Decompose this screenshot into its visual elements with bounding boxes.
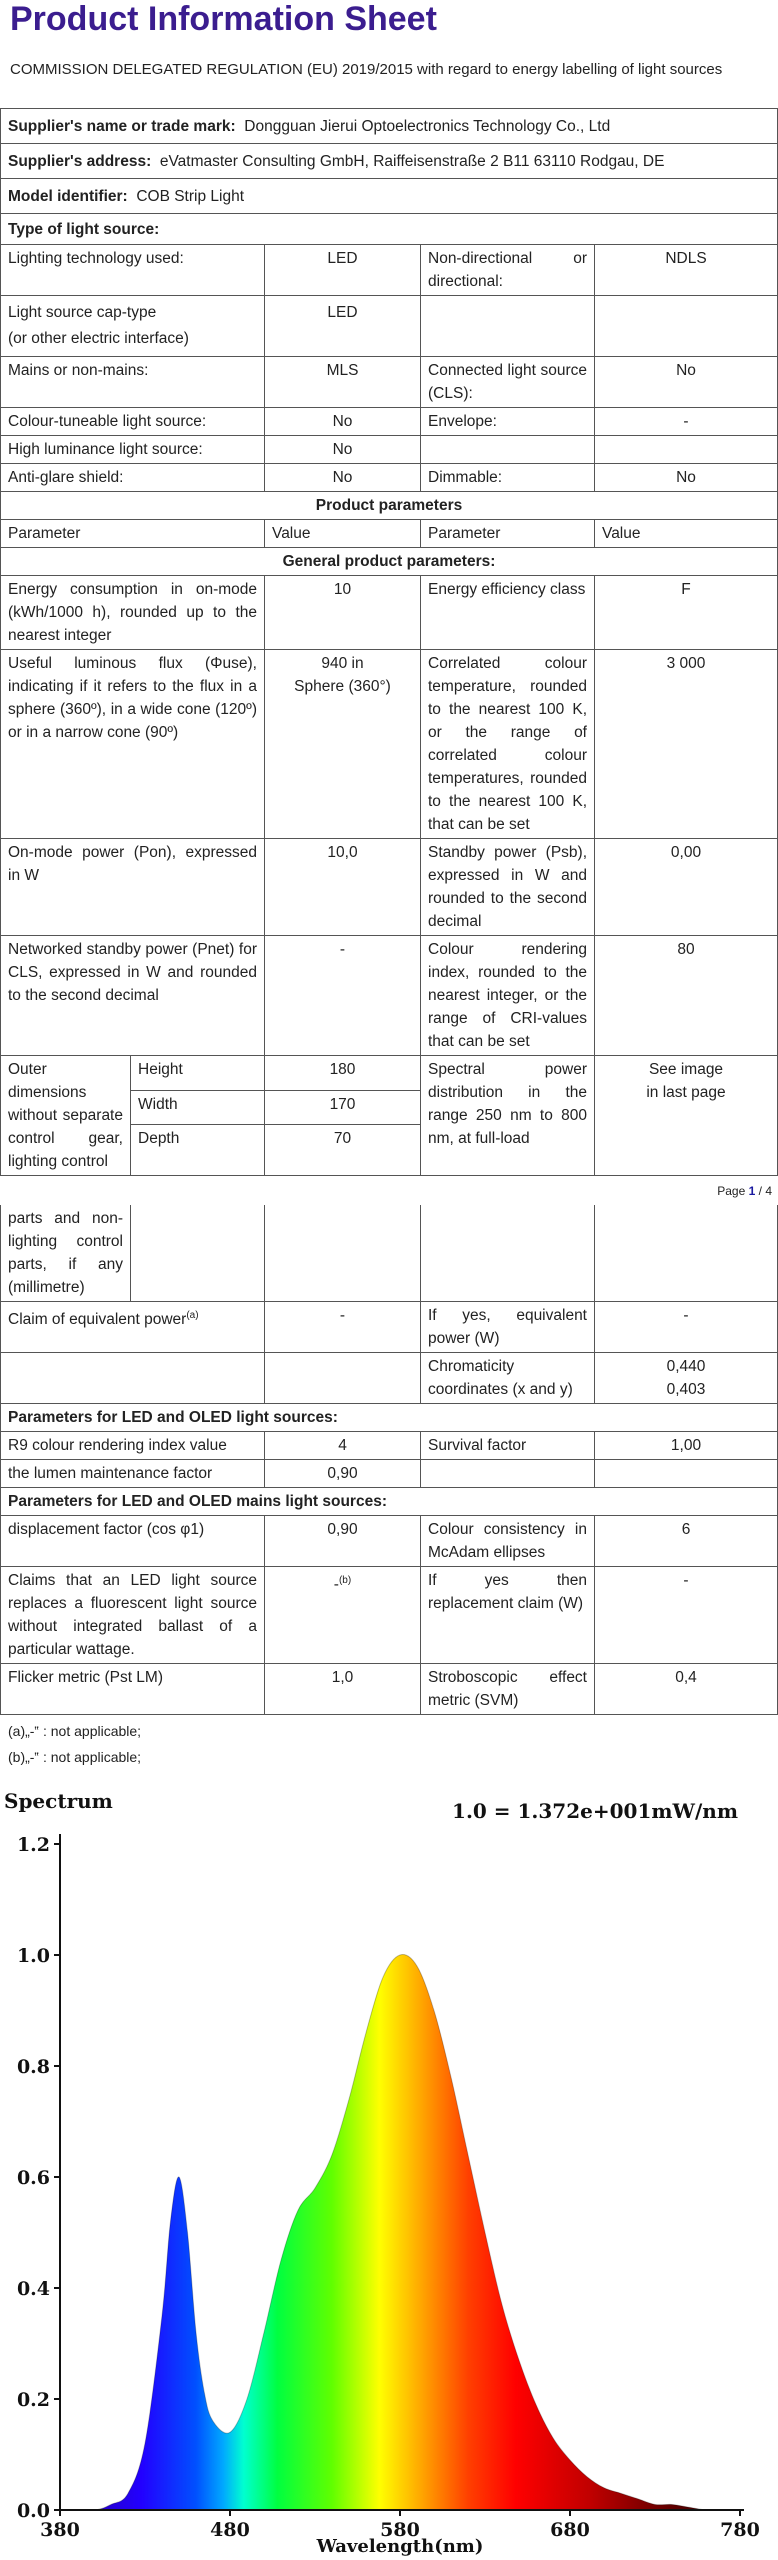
product-params-heading: Product parameters <box>1 492 778 520</box>
depth-label: Depth <box>131 1125 265 1176</box>
outer-dims-label-a: Outer dimensions without separate control gear, lighting control <box>1 1056 131 1176</box>
onpower-label: On-mode power (Pon), expressed in W <box>1 839 265 936</box>
survival-label: Survival factor <box>421 1432 595 1460</box>
flux-value-2: Sphere (360°) <box>294 678 391 695</box>
antiglare-row <box>1 464 778 492</box>
equiv-claim-label: Claim of equivalent power <box>8 1311 187 1329</box>
directional-label: Non-directional or directional: <box>421 245 595 296</box>
product-params-heading-row <box>1 492 778 520</box>
fluor-value: - <box>333 1576 339 1594</box>
spd-value-1: See image <box>648 1061 724 1078</box>
lighting-tech-label: Lighting technology used: <box>1 245 265 296</box>
model-value: COB Strip Light <box>136 188 245 205</box>
envelope-label: Envelope: <box>421 408 595 436</box>
col-value-2: Value <box>595 520 778 548</box>
chroma-x: 0,440 <box>666 1358 706 1375</box>
equiv-power-value: - <box>595 1302 778 1353</box>
lumen-maint-row <box>1 1460 778 1488</box>
r9-row <box>1 1432 778 1460</box>
cap-type-label-2: (or other electric interface) <box>8 330 189 347</box>
cls-label: Connected light source (CLS): <box>421 357 595 408</box>
energy-row <box>1 576 778 650</box>
equiv-claim-row <box>1 1302 778 1353</box>
lumen-maint-value: 0,90 <box>265 1460 421 1488</box>
spd-value-2: in last page <box>646 1084 726 1101</box>
supplier-name-row <box>1 109 778 144</box>
dimmable-label: Dimmable: <box>421 464 595 492</box>
model-row <box>1 179 778 214</box>
flux-label: Useful luminous flux (Φuse), indicating if it refers to the flux in a sphere (360º), in a wide cone (120º) or in a narrow cone (90º) <box>1 650 265 839</box>
y-tick-label: 0.0 <box>16 2500 50 2522</box>
supplier-address-row <box>1 144 778 179</box>
onpower-value: 10,0 <box>265 839 421 936</box>
supplier-name-label: Supplier's name or trade mark: <box>8 118 236 135</box>
high-lum-label: High luminance light source: <box>1 436 265 464</box>
energy-value: 10 <box>265 576 421 650</box>
mains-value: MLS <box>265 357 421 408</box>
supplier-address-value: eVatmaster Consulting GmbH, Raiffeisenstraße 2 B11 63110 Rodgau, DE <box>159 153 665 170</box>
info-table-page1 <box>0 108 778 1176</box>
footnote-b: (b)„-‟ : not applicable; <box>8 1749 142 1765</box>
depth-value: 70 <box>265 1125 421 1176</box>
antiglare-label: Anti-glare shield: <box>1 464 265 492</box>
consistency-label: Colour consistency in McAdam ellipses <box>421 1516 595 1567</box>
netstandby-row <box>1 936 778 1056</box>
led-mains-heading: Parameters for LED and OLED mains light sources: <box>1 1488 778 1516</box>
replace-label: If yes then replacement claim (W) <box>421 1567 595 1664</box>
type-heading-row <box>1 214 778 245</box>
footnote-a: (a)„-‟ : not applicable; <box>8 1723 142 1739</box>
x-tick-label: 580 <box>380 2519 420 2541</box>
flux-row <box>1 650 778 839</box>
x-tick-label: 380 <box>40 2519 80 2541</box>
lighting-tech-row <box>1 245 778 296</box>
flux-value-1: 940 in <box>321 655 364 672</box>
led-mains-heading-row <box>1 1488 778 1516</box>
fluor-sup: (b) <box>338 1575 352 1586</box>
y-tick-label: 1.0 <box>16 1945 50 1967</box>
lighting-tech-value: LED <box>265 245 421 296</box>
survival-value: 1,00 <box>595 1432 778 1460</box>
fluor-row <box>1 1567 778 1664</box>
y-tick-label: 0.4 <box>16 2278 50 2300</box>
x-tick-label: 780 <box>720 2519 760 2541</box>
standby-label: Standby power (Psb), expressed in W and rounded to the second decimal <box>421 839 595 936</box>
cap-type-value: LED <box>265 296 421 357</box>
cri-label: Colour rendering index, rounded to the nearest integer, or the range of CRI-values that can be set <box>421 936 595 1056</box>
y-tick-label: 0.8 <box>16 2056 50 2078</box>
netstandby-label: Networked standby power (Pnet) for CLS, expressed in W and rounded to the second decimal <box>1 936 265 1056</box>
tuneable-row <box>1 408 778 436</box>
svm-label: Stroboscopic effect metric (SVM) <box>421 1664 595 1715</box>
cct-label: Correlated colour temperature, rounded to the nearest 100 K, or the range of correlated colour temperatures, rounded to the nearest 100 K, that can be set <box>421 650 595 839</box>
fluor-label: Claims that an LED light source replaces a fluorescent light source without integrated ballast of a particular wattage. <box>1 1567 265 1664</box>
envelope-value: - <box>595 408 778 436</box>
model-label: Model identifier: <box>8 188 128 205</box>
tuneable-value: No <box>265 408 421 436</box>
flicker-row <box>1 1664 778 1715</box>
y-tick-label: 1.2 <box>16 1834 50 1856</box>
page-title: Product Information Sheet <box>10 0 437 38</box>
supplier-address-label: Supplier's address: <box>8 153 152 170</box>
tuneable-label: Colour-tuneable light source: <box>1 408 265 436</box>
cap-type-row <box>1 296 778 357</box>
mains-label: Mains or non-mains: <box>1 357 265 408</box>
high-lum-value: No <box>265 436 421 464</box>
high-lum-row <box>1 436 778 464</box>
led-heading-row <box>1 1404 778 1432</box>
page-number: Page 1 / 4 <box>717 1184 772 1198</box>
flicker-value: 1,0 <box>265 1664 421 1715</box>
y-tick-label: 0.2 <box>16 2389 50 2411</box>
equiv-claim-sup: (a) <box>186 1310 199 1321</box>
col-parameter-2: Parameter <box>421 520 595 548</box>
general-heading: General product parameters: <box>1 548 778 576</box>
energy-label: Energy consumption in on-mode (kWh/1000 h), rounded up to the nearest integer <box>1 576 265 650</box>
cap-type-label-1: Light source cap-type <box>8 304 157 321</box>
y-tick-label: 0.6 <box>16 2167 50 2189</box>
lumen-maint-label: the lumen maintenance factor <box>1 1460 265 1488</box>
chroma-y: 0,403 <box>666 1381 706 1398</box>
spectrum-chart <box>0 1782 778 2560</box>
mains-row <box>1 357 778 408</box>
col-value-1: Value <box>265 520 421 548</box>
col-parameter-1: Parameter <box>1 520 265 548</box>
type-heading: Type of light source: <box>1 214 778 245</box>
height-value: 180 <box>265 1056 421 1091</box>
directional-value: NDLS <box>595 245 778 296</box>
dimmable-value: No <box>595 464 778 492</box>
r9-value: 4 <box>265 1432 421 1460</box>
onpower-row <box>1 839 778 936</box>
eff-class-value: F <box>595 576 778 650</box>
chart-xlabel: Wavelength(nm) <box>316 2536 484 2557</box>
regulation-subtitle: COMMISSION DELEGATED REGULATION (EU) 2019/2015 with regard to energy labelling of light sources <box>10 61 723 78</box>
equiv-claim-value: - <box>265 1302 421 1353</box>
outer-dims-label-b: parts and non-lighting control parts, if any (millimetre) <box>1 1205 131 1302</box>
chart-title: Spectrum <box>4 1789 113 1813</box>
disp-row <box>1 1516 778 1567</box>
chroma-label: Chromaticity coordinates (x and y) <box>421 1353 595 1404</box>
height-label: Height <box>131 1056 265 1091</box>
column-header-row <box>1 520 778 548</box>
flicker-label: Flicker metric (Pst LM) <box>1 1664 265 1715</box>
eff-class-label: Energy efficiency class <box>421 576 595 650</box>
width-value: 170 <box>265 1090 421 1125</box>
spd-label: Spectral power distribution in the range 250 nm to 800 nm, at full-load <box>421 1056 595 1176</box>
cri-value: 80 <box>595 936 778 1056</box>
cls-value: No <box>595 357 778 408</box>
x-tick-label: 680 <box>550 2519 590 2541</box>
chart-annotation: 1.0 = 1.372e+001mW/nm <box>452 1799 738 1823</box>
disp-label: displacement factor (cos φ1) <box>1 1516 265 1567</box>
r9-label: R9 colour rendering index value <box>1 1432 265 1460</box>
x-tick-label: 480 <box>210 2519 250 2541</box>
height-row <box>1 1056 778 1091</box>
disp-value: 0,90 <box>265 1516 421 1567</box>
width-label: Width <box>131 1090 265 1125</box>
chroma-row <box>1 1353 778 1404</box>
info-table-page2 <box>0 1205 778 1715</box>
consistency-value: 6 <box>595 1516 778 1567</box>
replace-value: - <box>595 1567 778 1664</box>
svm-value: 0,4 <box>595 1664 778 1715</box>
equiv-power-label: If yes, equivalent power (W) <box>421 1302 595 1353</box>
cct-value: 3 000 <box>595 650 778 839</box>
standby-value: 0,00 <box>595 839 778 936</box>
general-heading-row <box>1 548 778 576</box>
led-heading: Parameters for LED and OLED light sources: <box>1 1404 778 1432</box>
antiglare-value: No <box>265 464 421 492</box>
netstandby-value: - <box>265 936 421 1056</box>
supplier-name-value: Dongguan Jierui Optoelectronics Technology Co., Ltd <box>244 118 611 135</box>
outer-dims-cont-row <box>1 1205 778 1302</box>
